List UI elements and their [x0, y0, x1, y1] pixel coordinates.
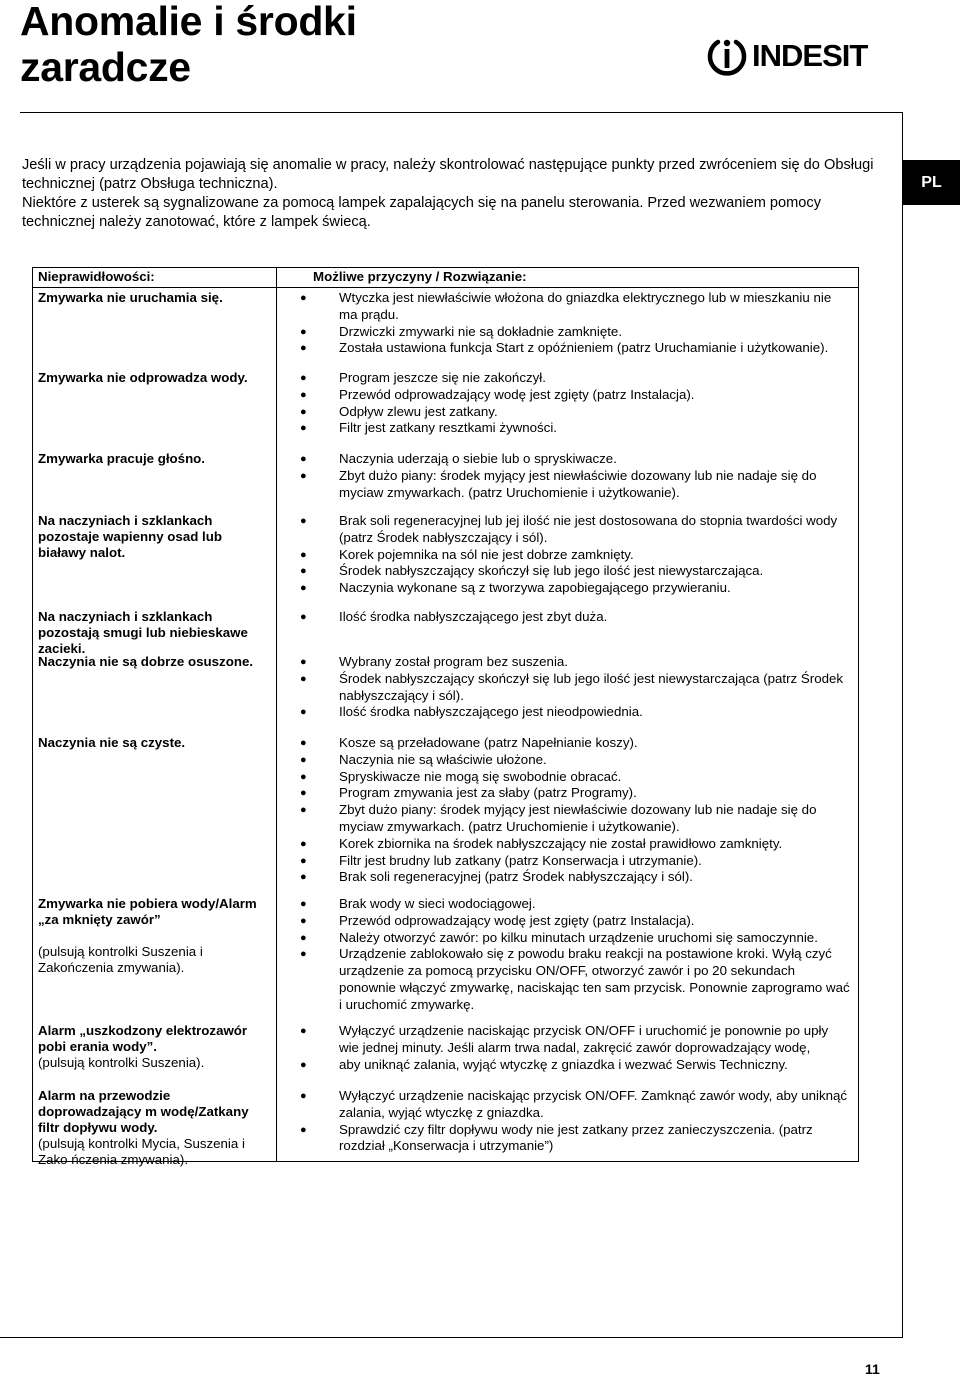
cause-item	[300, 563, 850, 580]
cause-item	[300, 547, 850, 564]
problem-text: Na naczyniach i szklankach pozostają smugi lub niebieskawe zacieki.	[38, 609, 248, 656]
bullet-icon: ●	[300, 422, 307, 435]
cause-item	[300, 324, 850, 341]
causes-list	[300, 735, 850, 886]
cause-item	[300, 752, 850, 769]
bullet-icon: ●	[300, 804, 307, 817]
bullet-icon: ●	[300, 656, 307, 668]
bullet-icon: ●	[300, 672, 307, 685]
intro-text	[22, 156, 892, 232]
cause-text: Urządzenie zablokowało się z powodu braku reakcji na postawione kroki. Wyłą czyć urządzenie za pomocą przycisku ON/OFF, otworzyć zawór i po 20 sekundach ponownie włączyć zmywarkę, naciskając ten sam przycisk. Ponownie zaprogramo wać i uruchomić zmywarkę.	[339, 946, 850, 1012]
cause-text: Środek nabłyszczający skończył się lub jego ilość jest niewystarczająca.	[339, 563, 764, 579]
causes-list	[300, 654, 850, 721]
bullet-icon: ●	[300, 948, 307, 961]
column-divider	[276, 268, 277, 1161]
bullet-icon: ●	[300, 787, 307, 800]
problem-cell	[38, 735, 272, 751]
cause-text: Została ustawiona funkcja Start z opóźnieniem (patrz Uruchamianie i użytkowanie).	[339, 340, 829, 356]
bullet-icon: ●	[300, 453, 307, 465]
cause-text: Przewód odprowadzający wodę jest zgięty (patrz Instalacja).	[339, 386, 695, 402]
cause-item	[300, 735, 850, 752]
cause-text: Spryskiwacze nie mogą się swobodnie obracać.	[339, 768, 622, 784]
bullet-icon: ●	[300, 753, 307, 766]
problem-text: Zmywarka nie odprowadza wody.	[38, 370, 248, 385]
cause-text: Wybrany został program bez suszenia.	[339, 654, 568, 669]
cause-text: Zbyt dużo piany: środek myjący jest niewłaściwie dozowany lub nie nadaje się do myciaw zmywarkach. (patrz Uruchomienie i użytkowanie).	[339, 467, 817, 500]
cause-text: Odpływ zlewu jest zatkany.	[339, 403, 498, 419]
bullet-icon: ●	[300, 931, 307, 944]
cause-item	[300, 802, 850, 836]
bullet-icon: ●	[300, 342, 307, 355]
bullet-icon: ●	[300, 565, 307, 578]
problem-note: (pulsują kontrolki Suszenia).	[38, 1055, 205, 1070]
bullet-icon: ●	[300, 1025, 307, 1037]
problem-cell	[38, 1088, 272, 1168]
cause-item	[300, 580, 850, 597]
cause-item	[300, 1057, 850, 1074]
problem-text: Zmywarka nie pobiera wody/Alarm „za mknięty zawór”	[38, 896, 257, 927]
brand-name: INDESIT	[752, 38, 868, 73]
cause-item	[300, 853, 850, 870]
cause-text: Wtyczka jest niewłaściwie włożona do gniazdka elektrycznego lub w mieszkaniu nie ma prądu.	[339, 290, 832, 322]
cause-item	[300, 671, 850, 705]
header-divider	[20, 112, 902, 113]
problem-text: Alarm „uszkodzony elektrozawór pobi erania wody”.	[38, 1023, 248, 1054]
cause-item	[300, 609, 850, 626]
causes-list	[300, 451, 850, 501]
problem-cell	[38, 896, 272, 976]
problem-cell	[38, 609, 272, 657]
bullet-icon: ●	[300, 1058, 307, 1071]
cause-item	[300, 513, 850, 547]
bullet-icon: ●	[300, 737, 307, 749]
title-line-2: zaradcze	[20, 44, 191, 90]
cause-text: Naczynia nie są właściwie ułożone.	[339, 751, 547, 767]
causes-list	[300, 1088, 850, 1155]
cause-text: Filtr jest brudny lub zatkany (patrz Konserwacja i utrzymanie).	[339, 852, 702, 868]
intro-paragraph: Niektóre z usterek są sygnalizowane za pomocą lampek zapalających się na panelu sterowania. Przed wezwaniem pomocy technicznej należy zanotować, które z lampek świecą.	[22, 195, 822, 230]
bullet-icon: ●	[300, 1090, 307, 1102]
problem-cell	[38, 513, 272, 561]
bullet-icon: ●	[300, 292, 307, 304]
cause-text: Środek nabłyszczający skończył się lub jego ilość jest niewystarczająca (patrz Środek nabłyszczający i sól).	[339, 670, 844, 703]
bullet-icon: ●	[300, 548, 307, 561]
title-line-1: Anomalie i środki	[20, 0, 357, 44]
bullet-icon: ●	[300, 854, 307, 867]
cause-text: Korek pojemnika na sól nie jest dobrze zamknięty.	[339, 546, 634, 562]
cause-text: Wyłączyć urządzenie naciskając przycisk ON/OFF i uruchomić je ponownie po upły wie jednej minuty. Jeśli alarm trwa nadal, zakręcić zawór doprowadzający wodę,	[339, 1023, 829, 1055]
page-margin-line	[902, 112, 903, 1337]
causes-list	[300, 896, 850, 1014]
cause-item	[300, 1023, 850, 1057]
cause-item	[300, 387, 850, 404]
brand-logo	[706, 34, 867, 78]
indesit-logo-icon	[706, 34, 748, 78]
bullet-icon: ●	[300, 914, 307, 927]
cause-text: Program zmywania jest za słaby (patrz Programy).	[339, 785, 637, 801]
cause-text: Ilość środka nabłyszczającego jest zbyt duża.	[339, 609, 608, 624]
problem-text: Naczynia nie są dobrze osuszone.	[38, 654, 254, 669]
cause-text: Naczynia wykonane są z tworzywa zapobiegającego przywieraniu.	[339, 580, 731, 596]
cause-item	[300, 340, 850, 357]
cause-text: Naczynia uderzają o siebie lub o spryskiwacze.	[339, 451, 617, 466]
cause-item	[300, 785, 850, 802]
causes-list	[300, 1023, 850, 1073]
cause-text: Wyłączyć urządzenie naciskając przycisk ON/OFF. Zamknąć zawór wody, aby uniknąć zalania, wyjąć wtyczkę z gniazdka.	[339, 1088, 848, 1120]
cause-item	[300, 930, 850, 947]
bullet-icon: ●	[300, 582, 307, 595]
cause-item	[300, 1122, 850, 1156]
cause-item	[300, 290, 850, 324]
header-problem: Nieprawidłowości:	[38, 269, 155, 284]
bullet-icon: ●	[300, 469, 307, 482]
cause-item	[300, 896, 850, 913]
cause-text: Należy otworzyć zawór: po kilku minutach urządzenie uruchomi się samoczynnie.	[339, 929, 818, 945]
cause-item	[300, 370, 850, 387]
cause-item	[300, 704, 850, 721]
problem-cell	[38, 1023, 272, 1071]
bullet-icon: ●	[300, 898, 307, 910]
causes-list	[300, 290, 850, 357]
cause-text: Sprawdzić czy filtr dopływu wody nie jest zatkany przez zanieczyszczenia. (patrz rozdział „Konserwacja i utrzymanie”)	[339, 1121, 813, 1154]
problem-cell	[38, 290, 272, 306]
bullet-icon: ●	[300, 515, 307, 527]
bullet-icon: ●	[300, 837, 307, 850]
header-causes: Możliwe przyczyny / Rozwiązanie:	[313, 269, 527, 284]
bullet-icon: ●	[300, 706, 307, 719]
problem-cell	[38, 654, 272, 670]
problem-cell	[38, 370, 272, 386]
cause-item	[300, 654, 850, 671]
causes-list	[300, 513, 850, 597]
cause-text: Korek zbiornika na środek nabłyszczający nie został prawidłowo zamknięty.	[339, 835, 783, 851]
intro-paragraph: Jeśli w pracy urządzenia pojawiają się anomalie w pracy, należy skontrolować następujące punkty przed zwróceniem się do Obsługi technicznej (patrz Obsługa techniczna).	[22, 157, 874, 192]
cause-text: Przewód odprowadzający wodę jest zgięty (patrz Instalacja).	[339, 912, 695, 928]
cause-text: Brak soli regeneracyjnej lub jej ilość nie jest dostosowana do stopnia twardości wody (patrz Środek nabłyszczający i sól).	[339, 513, 838, 545]
problem-text: Alarm na przewodzie doprowadzający m wodę/Zatkany filtr dopływu wody.	[38, 1088, 249, 1135]
cause-item	[300, 836, 850, 853]
bullet-icon: ●	[300, 388, 307, 401]
bullet-icon: ●	[300, 871, 307, 884]
problem-text: Zmywarka nie uruchamia się.	[38, 290, 223, 305]
cause-text: Brak soli regeneracyjnej (patrz Środek nabłyszczający i sól).	[339, 869, 693, 885]
cause-text: Zbyt dużo piany: środek myjący jest niewłaściwie dozowany lub nie nadaje się do myciaw zmywarkach. (patrz Uruchomienie i użytkowanie).	[339, 802, 817, 834]
bullet-icon: ●	[300, 325, 307, 338]
header-row-divider	[33, 287, 858, 288]
footer-divider	[0, 1337, 903, 1338]
bullet-icon: ●	[300, 770, 307, 783]
cause-item	[300, 869, 850, 886]
cause-text: aby uniknąć zalania, wyjąć wtyczkę z gniazdka i wezwać Serwis Techniczny.	[339, 1056, 788, 1072]
cause-text: Brak wody w sieci wodociągowej.	[339, 896, 536, 911]
cause-text: Ilość środka nabłyszczającego jest nieodpowiednia.	[339, 704, 643, 720]
page-number: 11	[865, 1361, 880, 1377]
bullet-icon: ●	[300, 405, 307, 418]
cause-item	[300, 913, 850, 930]
cause-item	[300, 1088, 850, 1122]
problem-text: Na naczyniach i szklankach pozostaje wapienny osad lub białawy nalot.	[38, 513, 222, 560]
cause-text: Kosze są przeładowane (patrz Napełnianie koszy).	[339, 735, 638, 750]
cause-item	[300, 946, 850, 1013]
bullet-icon: ●	[300, 611, 307, 623]
troubleshooting-table	[32, 267, 859, 1167]
page-title	[20, 0, 357, 90]
cause-item	[300, 769, 850, 786]
problem-cell	[38, 451, 272, 467]
causes-list	[300, 609, 850, 626]
cause-item	[300, 468, 850, 502]
problem-text: Zmywarka pracuje głośno.	[38, 451, 206, 466]
cause-text: Filtr jest zatkany resztkami żywności.	[339, 420, 557, 436]
causes-list	[300, 370, 850, 437]
cause-item	[300, 404, 850, 421]
cause-item	[300, 420, 850, 437]
cause-text: Drzwiczki zmywarki nie są dokładnie zamknięte.	[339, 323, 623, 339]
language-tab: PL	[903, 160, 960, 205]
cause-text: Program jeszcze się nie zakończył.	[339, 370, 546, 385]
problem-note: (pulsują kontrolki Suszenia i Zakończenia zmywania).	[38, 944, 203, 975]
problem-text: Naczynia nie są czyste.	[38, 735, 186, 750]
cause-item	[300, 451, 850, 468]
bullet-icon: ●	[300, 372, 307, 384]
bullet-icon: ●	[300, 1123, 307, 1136]
problem-note: (pulsują kontrolki Mycia, Suszenia i Zako ńczenia zmywania).	[38, 1136, 245, 1167]
